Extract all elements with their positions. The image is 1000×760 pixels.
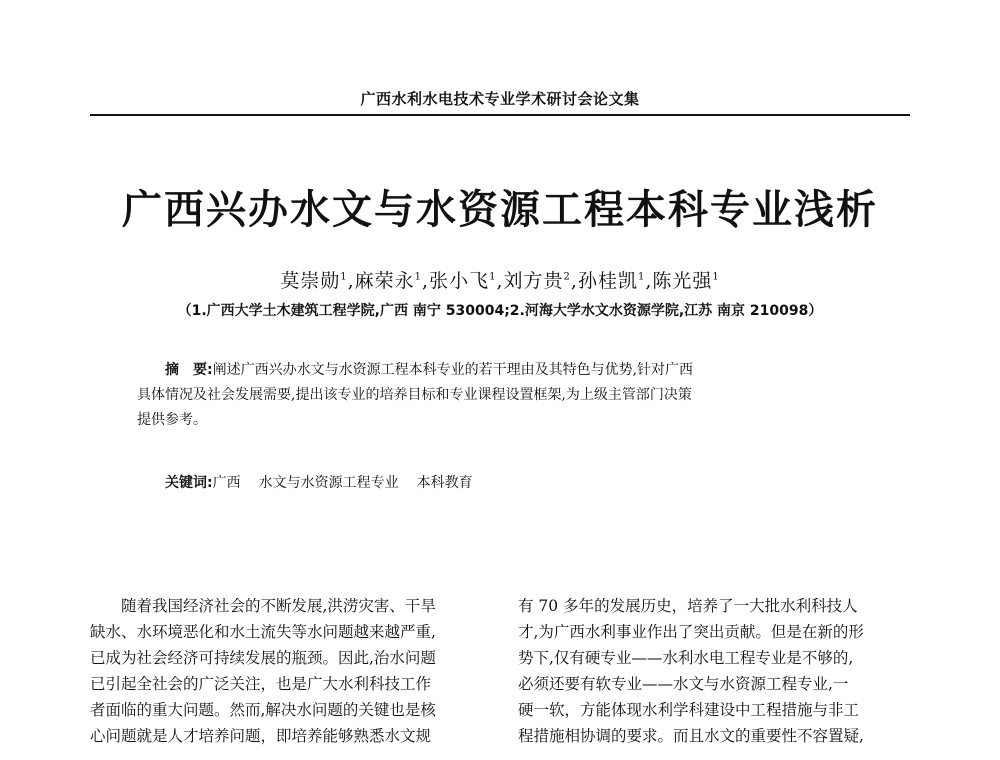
keyword: 广西	[212, 475, 241, 491]
abstract-line: 提供参考。	[137, 412, 207, 428]
body-line: 者面临的重大问题。然而,解决水问题的关键也是核	[90, 701, 436, 719]
body-line: 已成为社会经济可持续发展的瓶颈。因此,治水问题	[90, 649, 436, 667]
abstract	[137, 358, 852, 433]
keywords	[165, 472, 491, 492]
body-line: 随着我国经济社会的不断发展,洪涝灾害、干旱	[121, 597, 436, 615]
author-affiliation-mark: 1	[340, 271, 348, 283]
body-line: 已引起全社会的广泛关注，也是广大水利科技工作	[90, 675, 432, 693]
keywords-label: 关键词:	[165, 475, 213, 491]
author-name: 张小飞	[429, 270, 490, 292]
author-list	[0, 266, 1000, 293]
author-separator: ,	[496, 270, 504, 292]
author-affiliation-mark: 1	[637, 271, 646, 283]
affiliations: （1.广西大学土木建筑工程学院,广西 南宁 530004;2.河海大学水文水资源学院,江苏 南京 210098）	[177, 303, 823, 319]
author-name: 刘方贵	[503, 270, 564, 292]
abstract-text: 阐述广西兴办水文与水资源工程本科专业的若干理由及其特色与优势,针对广西	[212, 362, 694, 378]
author-separator: ,	[645, 270, 653, 292]
body-line: 必须还要有软专业——水文与水资源工程专业,一	[518, 675, 849, 693]
author-name: 麻荣永	[354, 270, 415, 292]
body-line: 硬一软，方能体现水利学科建设中工程措施与非工	[518, 701, 860, 719]
keyword: 水文与水资源工程专业	[258, 475, 399, 491]
body-line: 势下,仅有硬专业——水利水电工程专业是不够的,	[518, 649, 854, 667]
author-separator: ,	[422, 270, 430, 292]
author-name: 孙桂凯	[577, 270, 638, 292]
journal-header: 广西水利水电技术专业学术研讨会论文集	[360, 90, 640, 108]
author-affiliation-mark: 1	[414, 271, 423, 283]
author-affiliation-mark: 2	[563, 271, 571, 283]
header-rule	[90, 114, 910, 116]
author-affiliation-mark: 1	[489, 271, 497, 283]
body-column-right	[518, 593, 918, 749]
body-line: 有 70 多年的发展历史，培养了一大批水利科技人	[518, 597, 858, 615]
abstract-line	[137, 358, 852, 383]
author-affiliation-mark: 1	[712, 271, 720, 283]
body-line: 才,为广西水利事业作出了突出贡献。但是在新的形	[518, 623, 864, 641]
body-column-left	[90, 593, 490, 749]
abstract-line: 具体情况及社会发展需要,提出该专业的培养目标和专业课程设置框架,为上级主管部门决策	[137, 387, 692, 403]
body-line: 程措施相协调的要求。而且水文的重要性不容置疑,	[518, 727, 864, 745]
abstract-label: 摘 要:	[165, 362, 213, 378]
author-separator: ,	[570, 270, 578, 292]
author-name: 莫崇勋	[280, 270, 341, 292]
keyword: 本科教育	[416, 475, 473, 491]
body-line: 缺水、水环境恶化和水土流失等水问题越来越严重,	[90, 623, 436, 641]
author-name: 陈光强	[652, 270, 713, 292]
author-separator: ,	[347, 270, 355, 292]
body-line: 心问题就是人才培养问题，即培养能够熟悉水文规	[90, 727, 432, 745]
article-title: 广西兴办水文与水资源工程本科专业浅析	[122, 186, 878, 233]
